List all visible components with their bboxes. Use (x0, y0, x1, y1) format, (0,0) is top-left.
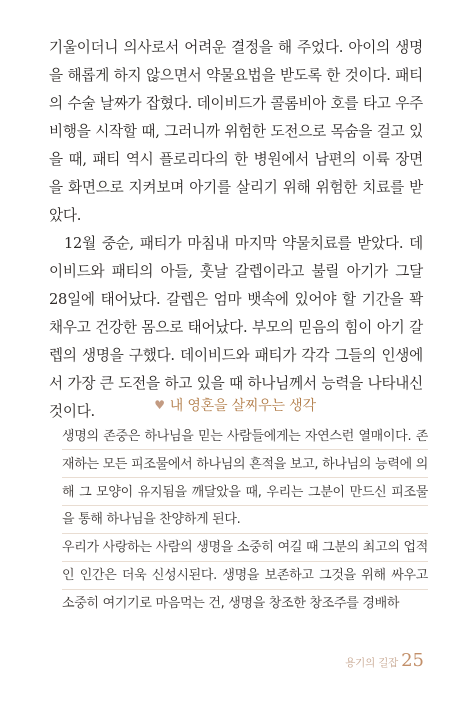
reflection-paragraph: 우리가 사랑하는 사람의 생명을 소중히 여길 때 그분의 최고의 업적인 인간은 더욱 신성시된다. 생명을 보존하고 그것을 위해 싸우고 소중히 여기기로 마음먹는 건, 생명을 창조한 창조주를 경배하 (62, 540, 428, 611)
heart-icon: ♥ (154, 398, 165, 412)
page-number: 25 (401, 650, 424, 671)
page-footer (345, 650, 424, 671)
reflection-text (62, 423, 428, 618)
reflection-heading (0, 395, 470, 415)
paragraph: 기울이더니 의사로서 어려운 결정을 해 주었다. 아이의 생명을 해롭게 하지 않으면서 약물요법을 받도록 한 것이다. 패티의 수술 날짜가 잡혔다. 데이비드가 콜롬비아 호를 타고 우주비행을 시작할 때, 그러니까 위험한 도전으로 목숨을 걸고 있을 때, 패티 역시 플로리다의 한 병원에서 남편의 이륙 장면을 화면으로 지켜보며 아기를 살리기 위해 위험한 치료를 받았다. (49, 39, 423, 224)
reflection-paragraph: 생명의 존중은 하나님을 믿는 사람들에게는 자연스런 열매이다. 존재하는 모든 피조물에서 하나님의 흔적을 보고, 하나님의 능력에 의해 그 모양이 유지됨을 깨달았을 때, 우리는 그분이 만드신 피조물을 통해 하나님을 찬양하게 된다. (62, 429, 428, 528)
running-title: 용기의 길잡 (345, 657, 399, 669)
paragraph: 12월 중순, 패티가 마침내 마지막 약물치료를 받았다. 데이비드와 패티의 아들, 훗날 갈렙이라고 불릴 아기가 그달 28일에 태어났다. 갈렙은 엄마 뱃속에 있어야 할 기간을 꽉 채우고 건강한 몸으로 태어났다. 부모의 믿음의 힘이 아기 갈렙의 생명을 구했다. 데이비드와 패티가 각각 그들의 인생에서 가장 큰 도전을 하고 있을 때 하나님께서 능력을 나타내신 것이다. (49, 235, 423, 420)
main-text (49, 34, 423, 426)
reflection-heading-text: 내 영혼을 살찌우는 생각 (169, 398, 316, 414)
